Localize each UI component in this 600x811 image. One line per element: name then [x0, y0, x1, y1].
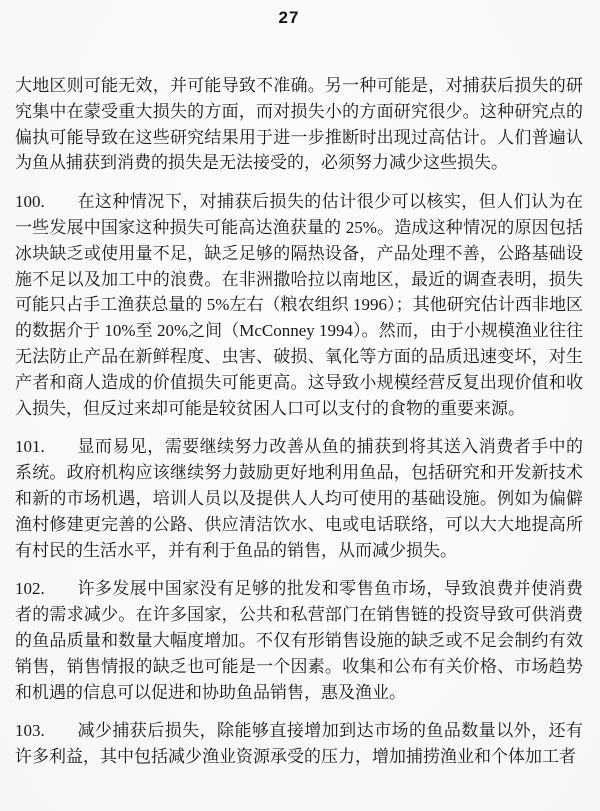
document-body — [15, 73, 583, 770]
paragraph-number: 103. — [15, 721, 45, 741]
paragraph-101 — [15, 434, 583, 563]
paragraph-number: 101. — [15, 437, 45, 457]
paragraph-continuation — [15, 73, 583, 176]
paragraph-103 — [15, 718, 583, 770]
paragraph-text: 在这种情况下，对捕获后损失的估计很少可以核实，但人们认为在一些发展中国家这种损失可能高达渔获量的 25%。造成这种情况的原因包括冰块缺乏或使用量不足，缺乏足够的隔热设备，产品处理不善，公路基础设施不足以及加工中的浪费。在非洲撒哈拉以南地区，最近的调查表明，损失可能只占手工渔获总量的 5%左右（粮农组织 1996）；其他研究估计西非地区的数据介于 10%至 20%之间（McConney 1994）。然而，由于小规模渔业往往无法防止产品在新鲜程度、虫害、破损、氧化等方面的品质迅速变坏，对生产者和商人造成的价值损失可能更高。这导致小规模经营反复出现价值和收入损失，但反过来却可能是较贫困人口可以支付的食物的重要来源。 — [15, 192, 583, 418]
paragraph-text: 大地区则可能无效，并可能导致不准确。另一种可能是，对捕获后损失的研究集中在蒙受重大损失的方面，而对损失小的方面研究很少。这种研究点的偏执可能导致在这些研究结果用于进一步推断时出现过高估计。人们普遍认为鱼从捕获到消费的损失是无法接受的，必须努力减少这些损失。 — [15, 76, 583, 173]
paragraph-text: 显而易见，需要继续努力改善从鱼的捕获到将其送入消费者手中的系统。政府机构应该继续努力鼓励更好地利用鱼品，包括研究和开发新技术和新的市场机遇，培训人员以及提供人人均可使用的基础设施。例如为偏僻渔村修建更完善的公路、供应清洁饮水、电或电话联络，可以大大地提高所有村民的生活水平，并有利于鱼品的销售，从而减少损失。 — [15, 437, 583, 560]
paragraph-text: 减少捕获后损失，除能够直接增加到达市场的鱼品数量以外，还有许多利益，其中包括减少渔业资源承受的压力，增加捕捞渔业和个体加工者 — [15, 721, 583, 767]
paragraph-text: 许多发展中国家没有足够的批发和零售鱼市场，导致浪费并使消费者的需求减少。在许多国家，公共和私营部门在销售链的投资导致可供消费的鱼品质量和数量大幅度增加。不仅有形销售设施的缺乏或不足会制约有效销售，销售情报的缺乏也可能是一个因素。收集和公布有关价格、市场趋势和机遇的信息可以促进和协助鱼品销售，惠及渔业。 — [15, 579, 583, 702]
paragraph-number: 102. — [15, 579, 45, 599]
paragraph-number: 100. — [15, 192, 45, 212]
paragraph-100 — [15, 189, 583, 421]
paragraph-102 — [15, 576, 583, 705]
page-number: 27 — [278, 8, 300, 27]
